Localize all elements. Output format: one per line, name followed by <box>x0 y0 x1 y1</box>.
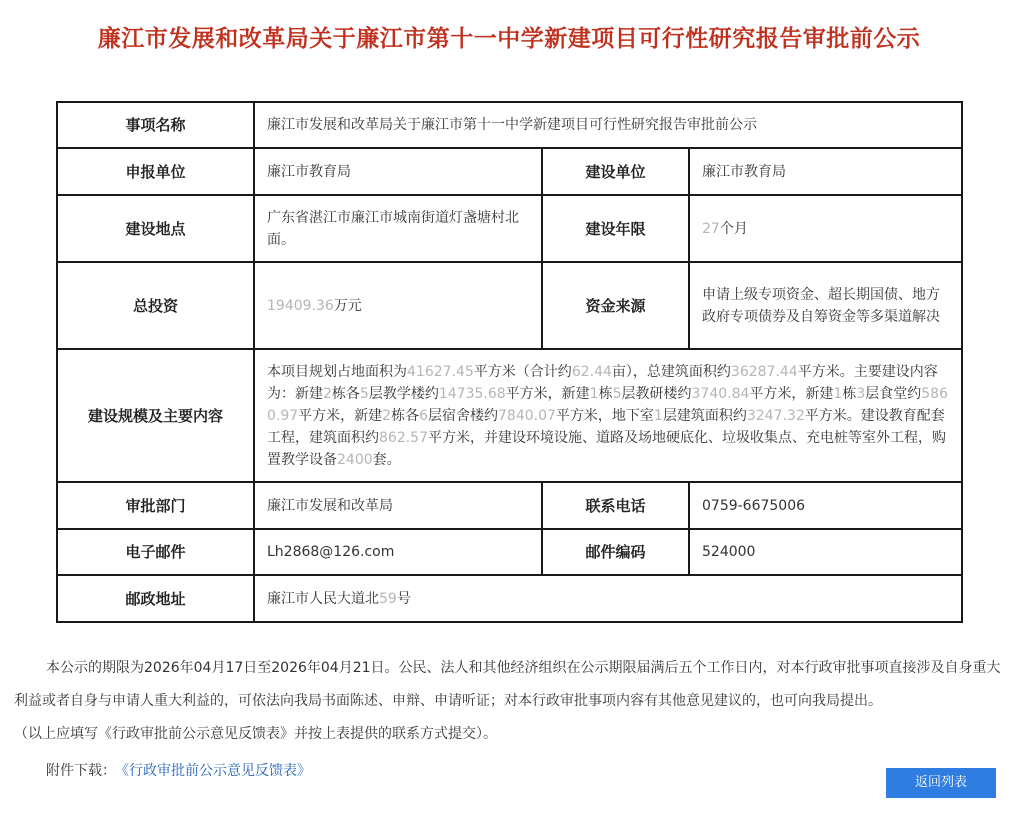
row-address <box>57 575 962 622</box>
investment-unit: 万元 <box>333 297 362 314</box>
builder-value: 廉江市教育局 <box>689 148 962 195</box>
row-item-name <box>57 102 962 148</box>
scope-text: 层建筑面积约 <box>662 407 747 424</box>
dept-label: 审批部门 <box>57 482 254 529</box>
scope-number: 5 <box>359 385 369 402</box>
scope-number: 36287.44 <box>730 363 798 380</box>
address-suffix: 号 <box>396 590 411 607</box>
funding-value: 申请上级专项资金、超长期国债、地方政府专项债券及自筹资金等多渠道解决 <box>689 262 962 349</box>
location-value: 广东省湛江市廉江市城南街道灯盏塘村北面。 <box>254 195 542 262</box>
scope-label: 建设规模及主要内容 <box>57 349 254 482</box>
scope-text: 平方米。主要建设内容为：新建 <box>267 363 938 402</box>
period-label: 建设年限 <box>542 195 689 262</box>
address-value <box>254 575 962 622</box>
dept-value: 廉江市发展和改革局 <box>254 482 542 529</box>
notice-paragraph: 本公示的期限为2026年04月17日至2026年04月21日。公民、法人和其他经济组织在公示期限届满后五个工作日内，对本行政审批事项直接涉及自身重大利益或者自身与申请人重大利益的，可依法向我局书面陈述、申辩、申请听证；对本行政审批事项内容有其他意见建议的，也可向我局提出。 <box>14 660 1001 709</box>
scope-text: 本项目规划占地面积为 <box>267 363 407 380</box>
scope-number: 41627.45 <box>407 363 474 380</box>
row-applicant <box>57 148 962 195</box>
scope-text: 栋 <box>842 385 857 402</box>
scope-number: 2400 <box>337 451 373 468</box>
scope-text: 栋 <box>598 385 613 402</box>
address-label: 邮政地址 <box>57 575 254 622</box>
email-value: Lh2868@126.com <box>254 529 542 575</box>
scope-text: 层食堂约 <box>865 385 922 402</box>
scope-text: 层教研楼约 <box>621 385 692 402</box>
scope-number: 3247.32 <box>746 407 805 424</box>
scope-number: 14735.68 <box>438 385 506 402</box>
address-number: 59 <box>379 590 397 607</box>
back-to-list-button[interactable]: 返回列表 <box>886 768 996 798</box>
period-unit: 个月 <box>719 220 748 237</box>
investment-number: 19409.36 <box>267 297 334 314</box>
scope-number: 5860.97 <box>267 385 948 424</box>
funding-label: 资金来源 <box>542 262 689 349</box>
scope-number: 3 <box>856 385 866 402</box>
scope-number: 6 <box>419 407 429 424</box>
scope-number: 3740.84 <box>691 385 750 402</box>
scope-number: 7840.07 <box>498 407 556 424</box>
phone-label: 联系电话 <box>542 482 689 529</box>
notice-section <box>14 652 1002 751</box>
row-location <box>57 195 962 262</box>
feedback-form-link[interactable]: 《行政审批前公示意见反馈表》 <box>122 763 311 779</box>
scope-text: 平方米，地下室 <box>555 407 654 424</box>
period-value <box>689 195 962 262</box>
notice-note: （以上应填写《行政审批前公示意见反馈表》并按上表提供的联系方式提交）。 <box>14 726 497 742</box>
scope-text: 栋各 <box>391 407 420 424</box>
scope-text: 平方米，并建设环境设施、道路及场地硬底化、垃圾收集点、充电桩等室外工程，购置教学设备 <box>267 429 946 468</box>
row-email <box>57 529 962 575</box>
item-name-value: 廉江市发展和改革局关于廉江市第十一中学新建项目可行性研究报告审批前公示 <box>254 102 962 148</box>
scope-text: 亩），总建筑面积约 <box>611 363 731 380</box>
scope-text: 平方米，新建 <box>749 385 834 402</box>
scope-number: 1 <box>653 407 663 424</box>
investment-label: 总投资 <box>57 262 254 349</box>
row-scope <box>57 349 962 482</box>
location-label: 建设地点 <box>57 195 254 262</box>
scope-text: 平方米，新建 <box>298 407 383 424</box>
address-prefix: 廉江市人民大道北 <box>267 590 379 607</box>
attachment-row <box>46 760 311 780</box>
item-name-label: 事项名称 <box>57 102 254 148</box>
email-label: 电子邮件 <box>57 529 254 575</box>
period-number: 27 <box>702 220 720 237</box>
scope-number: 2 <box>323 385 332 402</box>
investment-value <box>254 262 542 349</box>
scope-number: 2 <box>382 407 392 424</box>
scope-text: 栋各 <box>331 385 360 402</box>
row-dept <box>57 482 962 529</box>
applicant-label: 申报单位 <box>57 148 254 195</box>
scope-number: 1 <box>833 385 843 402</box>
row-investment <box>57 262 962 349</box>
scope-number: 1 <box>589 385 599 402</box>
builder-label: 建设单位 <box>542 148 689 195</box>
scope-number: 62.44 <box>571 363 612 380</box>
scope-value <box>254 349 962 482</box>
scope-text: 平方米。建设教育配套工程，建筑面积约 <box>267 407 945 446</box>
applicant-value: 廉江市教育局 <box>254 148 542 195</box>
scope-text: 平方米（合计约 <box>473 363 572 380</box>
postcode-value: 524000 <box>689 529 962 575</box>
postcode-label: 邮件编码 <box>542 529 689 575</box>
scope-number: 5 <box>612 385 622 402</box>
scope-text: 层教学楼约 <box>368 385 439 402</box>
attachment-label: 附件下载： <box>46 763 116 779</box>
project-info-table <box>56 101 963 623</box>
scope-text: 层宿舍楼约 <box>428 407 499 424</box>
phone-value: 0759-6675006 <box>689 482 962 529</box>
page-title: 廉江市发展和改革局关于廉江市第十一中学新建项目可行性研究报告审批前公示 <box>97 26 921 52</box>
scope-text: 套。 <box>372 451 401 468</box>
scope-text: 平方米，新建 <box>505 385 590 402</box>
scope-number: 862.57 <box>379 429 428 446</box>
